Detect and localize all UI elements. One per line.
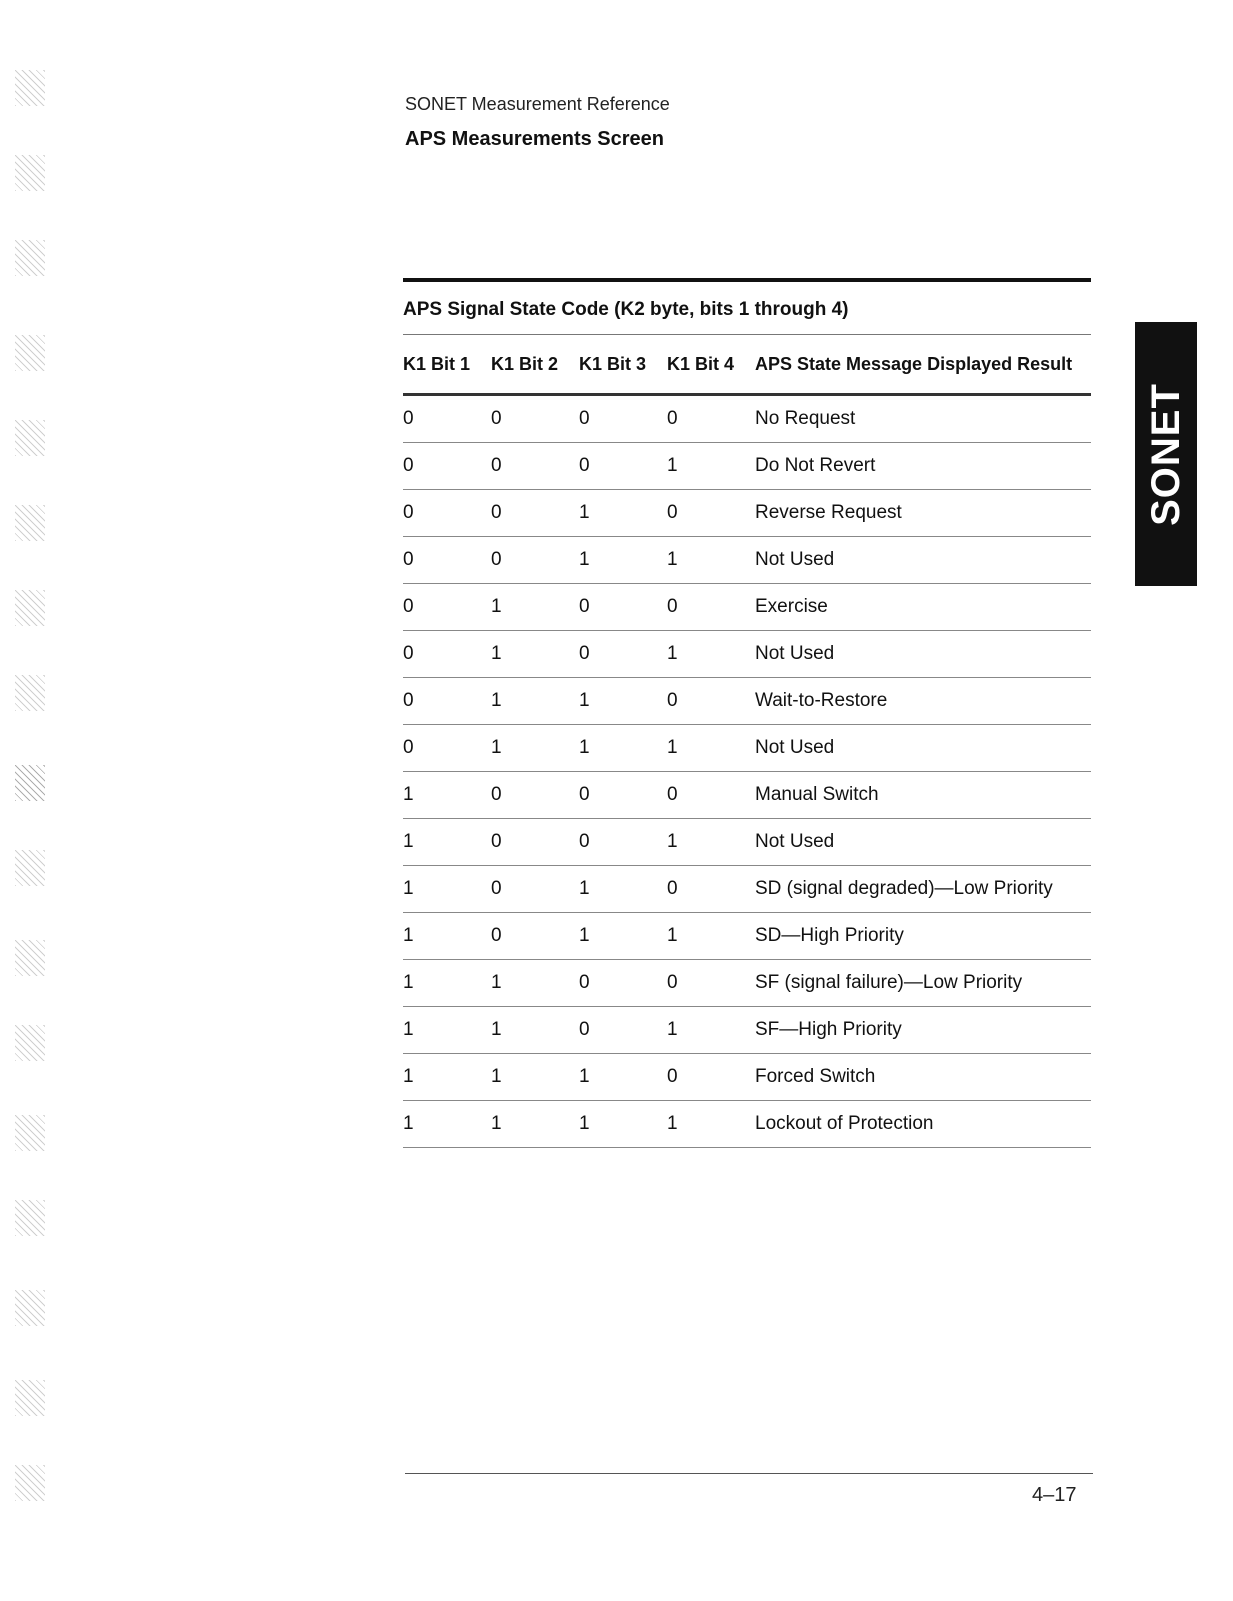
bit-cell: 0 bbox=[579, 1007, 667, 1054]
message-cell: Exercise bbox=[755, 584, 1091, 631]
table-row bbox=[403, 1007, 1091, 1054]
running-head: SONET Measurement Reference bbox=[405, 94, 670, 114]
bit-cell: 0 bbox=[403, 443, 491, 490]
bit-cell: 1 bbox=[667, 725, 755, 772]
table-row bbox=[403, 490, 1091, 537]
message-cell: Not Used bbox=[755, 537, 1091, 584]
bit-cell: 0 bbox=[491, 772, 579, 819]
side-tab-label: SONET bbox=[1143, 382, 1188, 526]
bit-cell: 1 bbox=[403, 819, 491, 866]
table-title: APS Signal State Code (K2 byte, bits 1 through 4) bbox=[403, 282, 1091, 335]
bit-cell: 0 bbox=[403, 395, 491, 443]
table-row bbox=[403, 1054, 1091, 1101]
state-code-table bbox=[403, 335, 1091, 1148]
bit-cell: 0 bbox=[579, 395, 667, 443]
bit-cell: 1 bbox=[667, 1101, 755, 1148]
bit-cell: 1 bbox=[491, 584, 579, 631]
table-header-row bbox=[403, 335, 1091, 395]
bit-cell: 0 bbox=[403, 678, 491, 725]
bit-cell: 0 bbox=[491, 395, 579, 443]
column-header: K1 Bit 4 bbox=[667, 335, 755, 395]
bit-cell: 0 bbox=[491, 443, 579, 490]
bit-cell: 1 bbox=[491, 725, 579, 772]
table-row bbox=[403, 631, 1091, 678]
bit-cell: 0 bbox=[491, 490, 579, 537]
bit-cell: 0 bbox=[403, 725, 491, 772]
bit-cell: 0 bbox=[491, 537, 579, 584]
bit-cell: 0 bbox=[579, 631, 667, 678]
bit-cell: 0 bbox=[667, 678, 755, 725]
bit-cell: 1 bbox=[403, 772, 491, 819]
bit-cell: 0 bbox=[491, 913, 579, 960]
bit-cell: 1 bbox=[579, 1101, 667, 1148]
message-cell: Manual Switch bbox=[755, 772, 1091, 819]
table-row bbox=[403, 913, 1091, 960]
bit-cell: 1 bbox=[579, 725, 667, 772]
bit-cell: 1 bbox=[667, 1007, 755, 1054]
bit-cell: 0 bbox=[403, 537, 491, 584]
table-row bbox=[403, 725, 1091, 772]
table-row bbox=[403, 772, 1091, 819]
bit-cell: 1 bbox=[491, 1007, 579, 1054]
bit-cell: 0 bbox=[403, 631, 491, 678]
bit-cell: 0 bbox=[667, 395, 755, 443]
table-row bbox=[403, 678, 1091, 725]
message-cell: Not Used bbox=[755, 725, 1091, 772]
bit-cell: 1 bbox=[667, 537, 755, 584]
sonet-side-tab bbox=[1135, 322, 1197, 586]
table-row bbox=[403, 537, 1091, 584]
column-header: APS State Message Displayed Result bbox=[755, 335, 1091, 395]
bit-cell: 1 bbox=[667, 631, 755, 678]
bit-cell: 1 bbox=[667, 443, 755, 490]
bit-cell: 0 bbox=[667, 584, 755, 631]
bit-cell: 1 bbox=[579, 913, 667, 960]
bit-cell: 0 bbox=[579, 960, 667, 1007]
bit-cell: 1 bbox=[667, 819, 755, 866]
bit-cell: 1 bbox=[403, 913, 491, 960]
table-row bbox=[403, 866, 1091, 913]
bit-cell: 1 bbox=[491, 678, 579, 725]
message-cell: Not Used bbox=[755, 819, 1091, 866]
bit-cell: 1 bbox=[491, 631, 579, 678]
table-row bbox=[403, 395, 1091, 443]
scan-binding-marks bbox=[15, 60, 49, 1540]
bit-cell: 1 bbox=[491, 1101, 579, 1148]
message-cell: Forced Switch bbox=[755, 1054, 1091, 1101]
message-cell: Reverse Request bbox=[755, 490, 1091, 537]
bit-cell: 1 bbox=[579, 1054, 667, 1101]
message-cell: No Request bbox=[755, 395, 1091, 443]
table-row bbox=[403, 1101, 1091, 1148]
message-cell: SF—High Priority bbox=[755, 1007, 1091, 1054]
bit-cell: 1 bbox=[403, 866, 491, 913]
message-cell: Wait-to-Restore bbox=[755, 678, 1091, 725]
bit-cell: 0 bbox=[579, 772, 667, 819]
bit-cell: 0 bbox=[491, 819, 579, 866]
bit-cell: 0 bbox=[667, 490, 755, 537]
bit-cell: 1 bbox=[667, 913, 755, 960]
column-header: K1 Bit 1 bbox=[403, 335, 491, 395]
table-row bbox=[403, 443, 1091, 490]
section-title: APS Measurements Screen bbox=[405, 128, 665, 150]
bit-cell: 1 bbox=[403, 1007, 491, 1054]
message-cell: Not Used bbox=[755, 631, 1091, 678]
bit-cell: 1 bbox=[403, 960, 491, 1007]
table-row bbox=[403, 960, 1091, 1007]
bit-cell: 1 bbox=[579, 866, 667, 913]
column-header: K1 Bit 2 bbox=[491, 335, 579, 395]
table-row bbox=[403, 819, 1091, 866]
bit-cell: 1 bbox=[403, 1101, 491, 1148]
column-header: K1 Bit 3 bbox=[579, 335, 667, 395]
bit-cell: 0 bbox=[667, 866, 755, 913]
bit-cell: 1 bbox=[579, 537, 667, 584]
message-cell: SD—High Priority bbox=[755, 913, 1091, 960]
message-cell: SD (signal degraded)—Low Priority bbox=[755, 866, 1091, 913]
bit-cell: 0 bbox=[579, 584, 667, 631]
bit-cell: 0 bbox=[491, 866, 579, 913]
bit-cell: 1 bbox=[491, 960, 579, 1007]
bit-cell: 0 bbox=[667, 960, 755, 1007]
bit-cell: 0 bbox=[667, 1054, 755, 1101]
bit-cell: 0 bbox=[403, 584, 491, 631]
table-row bbox=[403, 584, 1091, 631]
message-cell: SF (signal failure)—Low Priority bbox=[755, 960, 1091, 1007]
bit-cell: 1 bbox=[403, 1054, 491, 1101]
message-cell: Lockout of Protection bbox=[755, 1101, 1091, 1148]
bit-cell: 1 bbox=[579, 490, 667, 537]
bit-cell: 0 bbox=[579, 819, 667, 866]
bit-cell: 0 bbox=[579, 443, 667, 490]
bit-cell: 0 bbox=[403, 490, 491, 537]
page-number: 4–17 bbox=[1032, 1484, 1077, 1506]
footer-rule bbox=[405, 1473, 1093, 1474]
table-body bbox=[403, 395, 1091, 1148]
bit-cell: 1 bbox=[579, 678, 667, 725]
aps-signal-state-table bbox=[403, 278, 1091, 1148]
bit-cell: 1 bbox=[491, 1054, 579, 1101]
message-cell: Do Not Revert bbox=[755, 443, 1091, 490]
bit-cell: 0 bbox=[667, 772, 755, 819]
